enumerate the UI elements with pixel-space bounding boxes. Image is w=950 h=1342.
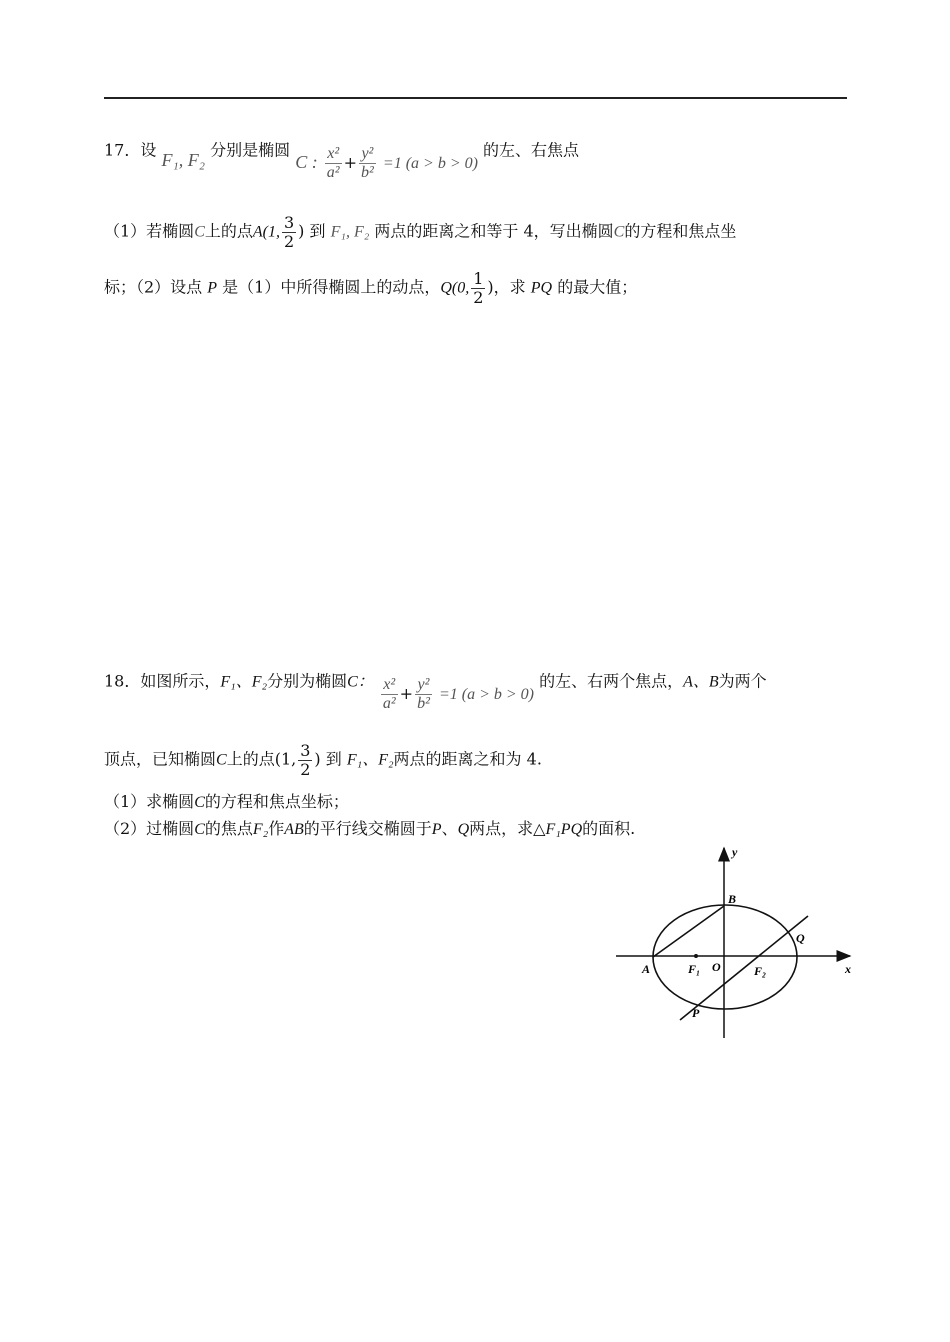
q17-p2-p: P	[207, 279, 218, 297]
q17-p2-c: ，求	[493, 277, 526, 297]
q17-p2-a: 标；（2）设点	[104, 277, 203, 297]
q17-foci: F₁, F₂	[161, 149, 205, 170]
q17-p1-to: 到	[309, 221, 326, 241]
q18-frac-y: $\frac{\text{y²}}{\text{b²}}$	[417, 676, 430, 712]
q18-l2-point: (1,	[274, 749, 297, 769]
q17-ellipse-c: C :	[295, 151, 318, 172]
q18-l4-a: （2）过椭圆	[104, 819, 195, 838]
q17-number: 17．	[104, 140, 141, 160]
label-b: B	[728, 892, 737, 906]
q18-l2-b: 上的点	[226, 749, 275, 769]
q18-l1-ab: A、B	[683, 673, 719, 691]
q17-p1-foci: F₁, F₂	[330, 223, 370, 241]
q17-line1	[104, 133, 580, 181]
q18-l4-c2: 作	[268, 819, 285, 838]
q17-point-a: A(1,	[252, 223, 280, 241]
label-f2: F₂	[754, 964, 767, 978]
q17-p1-close: )	[298, 221, 305, 241]
q18-frac-x: $\frac{\text{x²}}{\text{a²}}$	[382, 676, 396, 712]
q17-frac-3-2: $\frac{3}{2}$	[283, 213, 295, 251]
q18-line1	[104, 664, 767, 712]
q18-l2-foci: F₁、F₂	[346, 751, 394, 769]
q18-l1-b: 分别为椭圆	[267, 671, 348, 691]
label-a: A	[642, 962, 651, 976]
q18-l3-c: C	[194, 794, 205, 811]
q18-l3-b: 的方程和焦点坐标；	[204, 792, 349, 811]
label-x: x	[845, 962, 851, 976]
q17-part1-line	[104, 214, 736, 250]
segment-ab	[653, 906, 724, 957]
q17-intro: 设	[140, 140, 157, 160]
label-y: y	[732, 845, 738, 859]
q18-l4-c: C	[194, 821, 205, 838]
point-f1	[694, 954, 698, 958]
q18-l4-triangle: F₁PQ	[545, 821, 583, 838]
label-p: P	[692, 1006, 700, 1020]
q18-eq-rhs: =1 (a > b > 0)	[438, 685, 534, 703]
q18-l1-c: C：	[347, 673, 374, 691]
q17-plus: +	[343, 152, 357, 172]
q17-p2-pq: PQ	[530, 279, 553, 297]
q18-l4-e: 、	[441, 819, 458, 838]
q17-p2-b: 是（1）中所得椭圆上的动点，	[222, 277, 441, 297]
q18-l4-f2: F₂	[252, 821, 269, 838]
q18-l2-d: 两点的距离之和为 4.	[393, 749, 542, 769]
q18-l2-close: )	[314, 749, 321, 769]
label-f1: F₁	[688, 962, 701, 976]
q17-frac-1-2: $\frac{1}{2}$	[473, 269, 484, 307]
q17-p2-d: 的最大值；	[557, 277, 638, 297]
q17-p1-c: C	[194, 223, 205, 241]
q17-p1-c3: C	[613, 223, 625, 241]
header-rule	[104, 97, 847, 99]
q18-l2-a: 顶点，已知椭圆	[104, 749, 217, 769]
label-q: Q	[796, 931, 805, 945]
q18-l4-q: Q	[457, 821, 470, 838]
q18-l4-d: 的平行线交椭圆于	[303, 819, 432, 838]
label-o: O	[712, 960, 721, 974]
q17-eq-rhs: =1 (a > b > 0)	[382, 154, 478, 172]
q18-l4-ab: AB	[284, 821, 304, 838]
q18-l1-foci: F₁、F₂	[220, 673, 268, 691]
q18-l2-to: 到	[325, 749, 342, 769]
q18-frac-3-2: $\frac{3}{2}$	[300, 741, 311, 779]
q18-l4-f: 两点，求△	[469, 819, 546, 838]
q18-l1-d: 的左、右两个焦点，	[539, 671, 684, 691]
q17-frac-y: $\frac{\text{y²}}{\text{b²}}$	[361, 145, 374, 181]
q17-p1-b: 上的点	[204, 221, 253, 241]
q18-l3-a: （1）求椭圆	[104, 792, 195, 811]
ellipse-curve	[653, 905, 797, 1009]
q18-l2-c: C	[216, 751, 227, 769]
q17-part2-line	[104, 270, 637, 306]
q18-l1-a: 18．如图所示，	[104, 671, 221, 691]
q18-line4	[104, 821, 635, 838]
q18-l4-p: P	[431, 821, 442, 838]
q17-text-b: 的左、右焦点	[483, 140, 580, 160]
ellipse-figure	[612, 842, 862, 1042]
q18-plus: +	[399, 683, 414, 703]
q17-p1-d: 两点的距离之和等于 4，写出椭圆	[374, 221, 614, 241]
q18-l4-g: 的面积.	[582, 819, 636, 838]
q18-l1-e: 为两个	[718, 671, 767, 691]
q18-line2	[104, 742, 542, 778]
q18-line3	[104, 794, 349, 811]
q17-p2-close: )	[487, 277, 494, 297]
q17-p1-a: （1）若椭圆	[104, 221, 195, 241]
q17-text-a: 分别是椭圆	[210, 140, 291, 160]
q17-frac-x: $\frac{\text{x²}}{\text{a²}}$	[326, 145, 340, 181]
q17-p2-q: Q(0,	[440, 279, 470, 297]
q18-l4-b: 的焦点	[204, 819, 253, 838]
q17-p1-e: 的方程和焦点坐	[624, 221, 737, 241]
